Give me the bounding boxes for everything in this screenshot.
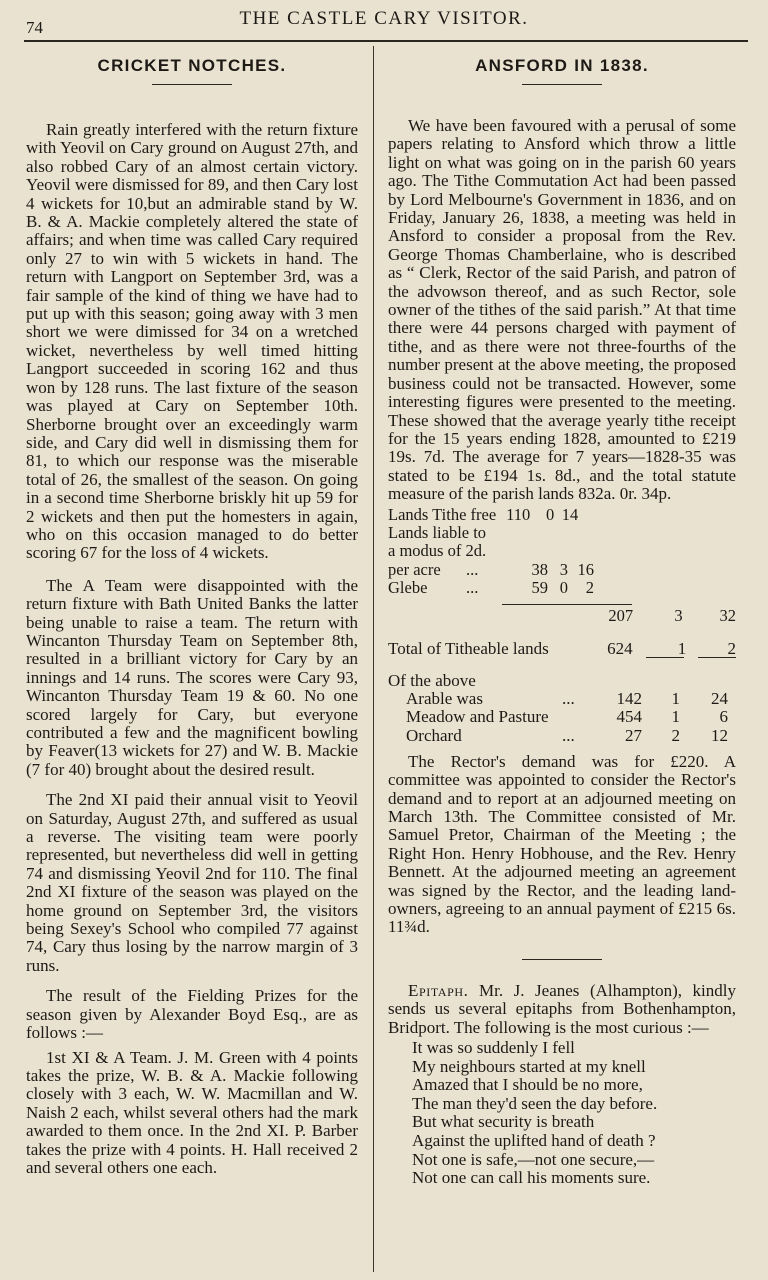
glebe-a: 59 xyxy=(531,578,548,598)
poem-line: Not one is safe,—not one secure,— xyxy=(412,1149,655,1169)
poem-line: Amazed that I should be no more, xyxy=(412,1075,643,1095)
subtotal-row xyxy=(388,607,736,625)
poem-line: It was so suddenly I fell xyxy=(412,1038,575,1058)
land-a: 27 xyxy=(625,725,642,745)
poem-line: Against the uplifted hand of death ? xyxy=(412,1131,656,1151)
land-dots: ... xyxy=(562,725,575,745)
tithe-free-a: 110 xyxy=(506,504,531,524)
land-label: Meadow and Pasture xyxy=(406,707,549,727)
right-column xyxy=(388,52,736,1188)
section-separator xyxy=(522,959,602,960)
page-number: 74 xyxy=(26,18,43,37)
glebe-label: Glebe xyxy=(388,578,428,598)
tithe-free-c: 14 xyxy=(561,504,579,524)
liable-line: Lands liable to xyxy=(388,522,487,542)
epitaph-intro: Mr. J. Jeanes (Alhampton), kindly sends us several epitaphs from Bothenhampton, Bridport. The following is the most curious :— xyxy=(388,980,737,1037)
poem-line: The man they'd seen the day before. xyxy=(412,1093,658,1113)
land-label: Arable was xyxy=(406,689,483,709)
column-divider xyxy=(373,46,374,1272)
ansford-paragraph: The Rector's demand was for £220. A committee was appointed to consider the Rector's demand and to report at an adjourned meeting on March 13th. The Committee consisted of Mr. Samuel Pretor, Chairman of the Meeting ; the Right Hon. Henry Hobhouse, and the Rev. Henry Bennett. At the adjourned meeting an agreement was signed by the Rector, and the leading land-owners, agreeing to an annual payment of £215 6s. 11¾d. xyxy=(388,751,736,937)
land-c: 12 xyxy=(711,725,728,745)
per-acre-row xyxy=(388,561,736,579)
land-dots: ... xyxy=(562,689,575,709)
ansford-paragraph: We have been favoured with a perusal of some papers relating to Ansford which throw a little light on what was going on in the parish 60 years ago. The Tithe Commutation Act had been passed by Lord Melbourne's Government in 1836, and on Friday, January 26, 1838, a meeting was held in Ansford to consider a proposal from the Rev. George Thomas Chamberlaine, who is described as “ Clerk, Rector of the said Parish, and patron of the advowson thereof, and as such Rector, sole owner of the tithes of the said parish.” At that time there were 44 persons charged with payment of tithe, and as there were not three-fourths of the number present at the above meeting, the proposed business could not be transacted. However, some interesting figures were presented to the meeting. These showed that the average yearly tithe receipt for the 15 years ending 1828, amounted to £219 19s. 7d. The average for 7 years—1828-35 was stated to be £194 1s. 8d., and the total statute measure of the parish lands 832a. 0r. 34p. xyxy=(388,116,736,504)
ansford-title-rule xyxy=(522,84,602,85)
poem-line: Not one can call his moments sure. xyxy=(412,1168,651,1188)
land-c: 24 xyxy=(711,689,728,709)
titheable-label: Total of Titheable lands xyxy=(388,638,549,658)
cricket-paragraph: 1st XI & A Team. J. M. Green with 4 points takes the prize, W. B. & A. Mackie following closely with 3 each, W. W. Macmillan and W. Naish 2 each, whilst several others had the mark awarded to them once. In the 2nd XI. P. Barber takes the prize with 4 points. H. Hall received 2 and several others one each. xyxy=(26,1047,358,1177)
glebe-b: 0 xyxy=(559,578,568,598)
cricket-paragraph: Rain greatly interfered with the return fixture with Yeovil on Cary ground on August 27th, and also robbed Cary of an almost certain victory. Yeovil were dismissed for 89, and then Cary lost 4 wickets for 10,but an admirable stand by W. B. & A. Mackie completely altered the state of affairs; and when time was called Cary required only 27 to win with 5 wickets in hand. The return with Langport on September 3rd, was a fair sample of the kind of thing we have had to put up with this season; going away with 3 men short we were dimissed for 34 on a wretched wicket, nevertheless by well timed hitting Langport succeeded in scoring 162 and thus won by 128 runs. The last fixture of the season was played at Cary on September 10th. Sherborne brought over an exceedingly warm side, and Cary did well in dismissing them for 81, to which our response was the miserable total of 26, the smallest of the season. On going in a second time Sherborne briskly hit up 59 for 2 wickets and then put the homesters in again, who on this occasion managed to do better scoring 67 for the loss of 4 wickets. xyxy=(26,120,358,563)
above-label: Of the above xyxy=(388,670,476,690)
per-acre-a: 38 xyxy=(531,559,548,579)
glebe-dots: ... xyxy=(466,578,479,598)
liable-line: a modus of 2d. xyxy=(388,541,487,561)
glebe-c: 2 xyxy=(585,578,594,598)
header-rule xyxy=(24,40,748,42)
tithe-free-label: Lands Tithe free xyxy=(388,504,497,524)
land-use-table xyxy=(388,672,736,745)
subtotal-rule xyxy=(502,604,632,605)
per-acre-c: 16 xyxy=(577,559,594,579)
titheable-c: 2 xyxy=(727,638,736,658)
land-a: 454 xyxy=(616,707,642,727)
land-row xyxy=(388,727,736,745)
per-acre-dots: ... xyxy=(466,559,479,579)
cricket-paragraph: The 2nd XI paid their annual visit to Yeovil on Saturday, August 27th, and suffered as usual a reverse. The visiting team were poorly represented, but nevertheless did well in getting 74 and dismissing Yeovil 2nd for 110. The final 2nd XI fixture of the season was played on the home ground on September 3rd, the visitors being Sexey's School who compiled 77 against 74, Cary thus losing by the narrow margin of 3 runs. xyxy=(26,790,358,975)
epitaph-paragraph xyxy=(388,982,736,1037)
tithe-free-b: 0 xyxy=(546,504,555,524)
epitaph-heading: Epitaph. xyxy=(408,980,469,1000)
tithe-free-row xyxy=(388,506,736,524)
land-row xyxy=(388,708,736,726)
epitaph-poem xyxy=(388,1039,736,1188)
land-label: Orchard xyxy=(406,725,462,745)
land-c: 6 xyxy=(719,707,728,727)
titheable-row xyxy=(388,639,736,659)
left-column xyxy=(26,52,358,1177)
cricket-title: CRICKET NOTCHES. xyxy=(97,56,287,75)
land-a: 142 xyxy=(616,689,642,709)
cricket-title-rule xyxy=(152,84,232,85)
land-row xyxy=(388,690,736,708)
tithe-table xyxy=(388,506,736,625)
subtotal-a: 207 xyxy=(608,605,634,625)
land-b: 1 xyxy=(671,689,680,709)
subtotal-c: 32 xyxy=(719,605,736,625)
glebe-row xyxy=(388,579,736,597)
land-b: 2 xyxy=(671,725,680,745)
poem-line: But what security is breath xyxy=(412,1112,595,1132)
poem-line: My neighbours started at my knell xyxy=(412,1056,646,1076)
titheable-b: 1 xyxy=(677,638,687,658)
titheable-a: 624 xyxy=(607,638,633,658)
land-b: 1 xyxy=(671,707,680,727)
cricket-paragraph: The result of the Fielding Prizes for the season given by Alexander Boyd Esq., are as follows :— xyxy=(26,986,358,1043)
per-acre-b: 3 xyxy=(559,559,568,579)
per-acre-label: per acre xyxy=(388,559,441,579)
running-head: THE CASTLE CARY VISITOR. xyxy=(239,8,529,29)
subtotal-b: 3 xyxy=(674,605,683,625)
cricket-paragraph: The A Team were disappointed with the return fixture with Bath United Banks the latter being unable to raise a team. The return with Wincanton Thursday Team on September 8th, resulted in a brilliant victory for Cary by an innings and 14 runs. The scores were Cary 93, Wincanton Thursday Team 19 & 60. No one scored largely for Cary, but everyone contributed a few and the magnificent bowling by Feaver(13 wickets for 27) and W. B. Mackie (7 for 40) brought about the desired result. xyxy=(26,575,358,779)
ansford-title: ANSFORD IN 1838. xyxy=(475,56,649,75)
